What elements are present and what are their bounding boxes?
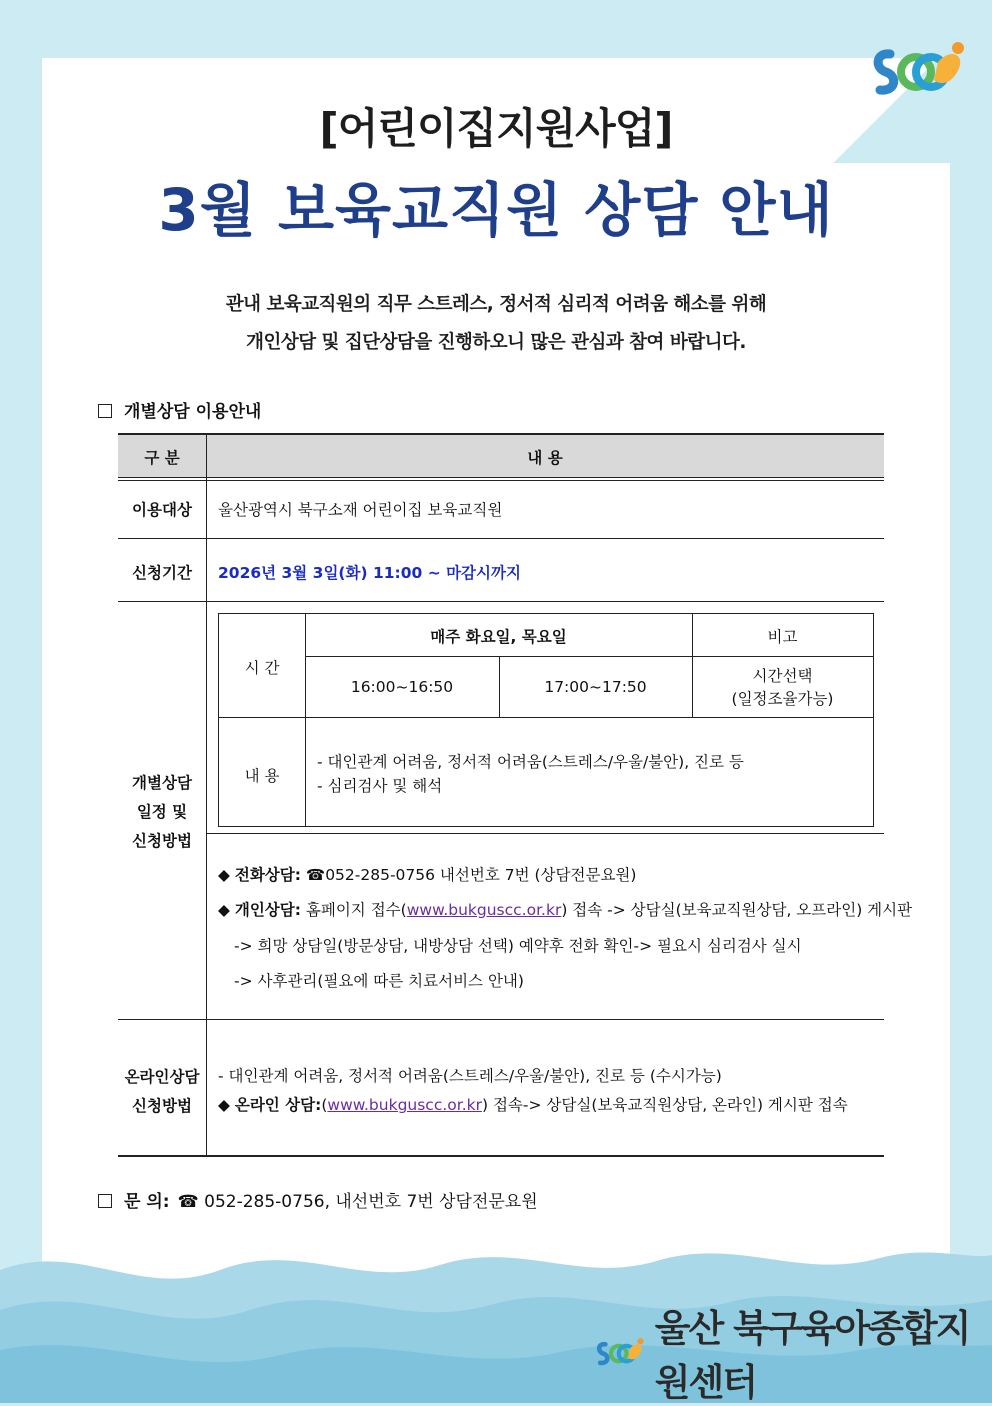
divider bbox=[118, 601, 884, 602]
divider bbox=[305, 656, 873, 657]
inquiry-line bbox=[98, 1187, 538, 1212]
personal-consult-text: ) 접속 -> 상담실(보육교직원상담, 오프라인) 게시판 bbox=[561, 901, 913, 919]
online-consult-line bbox=[218, 1093, 848, 1115]
phone-consult-label: 전화상담: bbox=[234, 866, 301, 884]
row-label-target: 이용대상 bbox=[132, 501, 192, 519]
page-title: 3월 보육교직원 상담 안내 bbox=[158, 176, 834, 244]
divider bbox=[118, 477, 884, 478]
inquiry-text: ☎ 052-285-0756, 내선번호 7번 상담전문요원 bbox=[177, 1192, 538, 1212]
personal-consult-step-2: -> 희망 상담일(방문상담, 내방상담 선택) 예약후 전화 확인-> 필요시 심리검사 실시 bbox=[234, 937, 802, 955]
row-label-online-line: 신청방법 bbox=[132, 1097, 192, 1115]
personal-consult-text: 홈페이지 접수( bbox=[305, 901, 407, 919]
schedule-inner-table bbox=[218, 613, 874, 827]
center-logo-icon bbox=[594, 1324, 651, 1380]
row-value-target: 울산광역시 북구소재 어린이집 보육교직원 bbox=[218, 501, 503, 519]
row-label-online bbox=[118, 1063, 206, 1121]
section-heading-text: 개별상담 이용안내 bbox=[124, 402, 262, 422]
divider bbox=[206, 833, 884, 834]
divider bbox=[206, 433, 207, 1157]
row-label-schedule-line: 개별상담 bbox=[132, 774, 192, 792]
divider bbox=[118, 538, 884, 539]
inquiry-label: 문 의: bbox=[124, 1192, 170, 1212]
note-line: (일정조율가능) bbox=[731, 690, 834, 708]
note-value bbox=[692, 665, 873, 711]
content-label: 내 용 bbox=[244, 767, 280, 785]
row-value-period: 2026년 3월 3일(화) 11:00 ~ 마감시까지 bbox=[218, 564, 521, 582]
row-label-schedule bbox=[118, 769, 206, 856]
diamond-bullet-icon: ◆ bbox=[218, 901, 230, 919]
diamond-bullet-icon: ◆ bbox=[218, 866, 230, 884]
row-label-schedule-line: 신청방법 bbox=[132, 832, 192, 850]
intro-line-1: 관내 보육교직원의 직무 스트레스, 정서적 심리적 어려움 해소를 위해 bbox=[225, 294, 767, 315]
personal-consult-line bbox=[218, 898, 912, 920]
diamond-bullet-icon: ◆ bbox=[218, 1096, 230, 1114]
divider bbox=[118, 480, 884, 481]
online-consult-text: ) 접속-> 상담실(보육교직원상담, 온라인) 게시판 접속 bbox=[481, 1096, 848, 1114]
online-desc-line: - 대인관계 어려움, 정서적 어려움(스트레스/우울/불안), 진로 등 (수시가능) bbox=[218, 1067, 722, 1085]
page-title-bracket: [어린이집지원사업] bbox=[319, 104, 673, 153]
homepage-link[interactable]: www.bukguscc.or.kr bbox=[406, 901, 562, 919]
footer-org-name: 울산 북구육아종합지원센터 bbox=[654, 1307, 970, 1404]
time-label: 시 간 bbox=[244, 659, 280, 677]
divider bbox=[118, 1019, 884, 1020]
column-header-content: 내 용 bbox=[527, 449, 563, 467]
phone-consult-text: ☎052-285-0756 내선번호 7번 (상담전문요원) bbox=[305, 866, 637, 884]
divider bbox=[219, 717, 873, 718]
checkbox-square-icon bbox=[98, 1194, 112, 1208]
online-consult-label: 온라인 상담: bbox=[234, 1096, 322, 1114]
list-item: - 심리검사 및 해석 bbox=[317, 777, 443, 795]
center-logo-icon bbox=[868, 34, 978, 104]
note-header: 비고 bbox=[767, 628, 798, 646]
online-homepage-link[interactable]: www.bukguscc.or.kr bbox=[327, 1096, 482, 1114]
column-header-category: 구 분 bbox=[144, 449, 180, 467]
row-label-online-line: 온라인상담 bbox=[124, 1068, 200, 1086]
row-label-schedule-line: 일정 및 bbox=[136, 803, 188, 821]
intro-line-2: 개인상담 및 집단상담을 진행하오니 많은 관심과 참여 바랍니다. bbox=[246, 332, 746, 353]
divider bbox=[118, 433, 884, 435]
content-list bbox=[317, 750, 744, 798]
days-label: 매주 화요일, 목요일 bbox=[430, 628, 567, 646]
time-slot-2: 17:00~17:50 bbox=[544, 678, 647, 696]
note-line: 시간선택 bbox=[752, 667, 813, 685]
divider bbox=[118, 1155, 884, 1157]
checkbox-square-icon bbox=[98, 404, 112, 418]
list-item: - 대인관계 어려움, 정서적 어려움(스트레스/우울/불안), 진로 등 bbox=[317, 753, 744, 771]
time-slot-1: 16:00~16:50 bbox=[350, 678, 454, 696]
personal-consult-label: 개인상담: bbox=[234, 901, 301, 919]
personal-consult-step-3: -> 사후관리(필요에 따른 치료서비스 안내) bbox=[234, 972, 524, 990]
section-heading bbox=[98, 397, 261, 422]
online-consult-text: ( bbox=[321, 1096, 328, 1114]
row-label-period: 신청기간 bbox=[132, 564, 192, 582]
footer-org-logo bbox=[594, 1307, 992, 1404]
phone-consult-line bbox=[218, 863, 636, 885]
